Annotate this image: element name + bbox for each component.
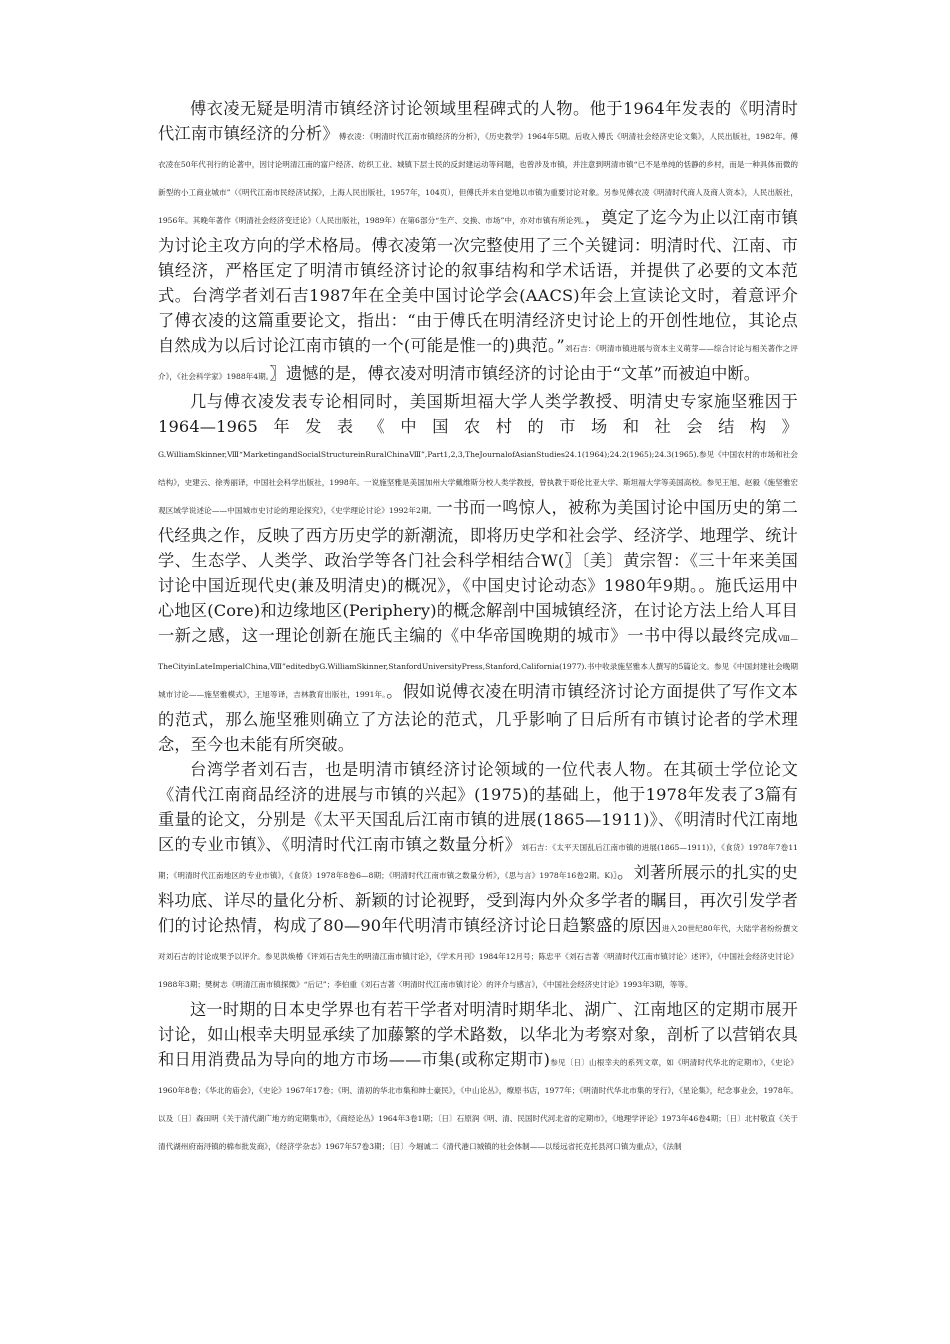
paragraph — [158, 757, 798, 997]
body-text: 几与傅衣凌发表专论相同时，美国斯坦福大学人类学教授、明清史专家施坚雅因于1964—1965年发表《中国农村的市场和社会结构》 — [158, 392, 798, 436]
body-text: 。刘著所展示的扎实的史料功底、详尽的量化分析、新颖的讨论视野，受到海内外众多学者的瞩目，再次引发学者们的讨论热情，构成了80—90年代明清市镇经济讨论日趋繁盛的原因 — [158, 863, 799, 935]
body-text: 。假如说傅衣凌在明清市镇经济讨论方面提供了写作文本的范式，那么施坚雅则确立了方法论的范式，几乎影响了日后所有市镇讨论者的学术理念，至今也未能有所突破。 — [158, 682, 798, 754]
body-text: 一书而一鸣惊人，被称为美国讨论中国历史的第二代经典之作，反映了西方历史学的新潮流，即将历史学和社会学、经济学、地理学、统计学、生态学、人类学、政治学等各门社会科学相结合W(〗〔美〕黄宗智：《三十年来美国讨论中国近现代史(兼及明清史)的概况》，《中国史讨论动态》1980年9期。。施氏运用中心地区(Core)和边缘地区(Periphery)的概念解剖中国城镇经济，在讨论方法上给人耳目一新之感，这一理论创新在施氏主编的《中华帝国晚期的城市》一书中得以最终完成 — [158, 498, 798, 645]
inline-footnote: 刘石吉：《太平天国乱后江南市镇的进展(1865—1911)》，《食货》1978年7卷11期；《明清时代江南地区的专业市镇》，《食货》1978年8卷6—8期；《明清时代江南市镇之数量分析》，《思与言》1978年16卷2期。K)〗 — [158, 843, 798, 880]
body-text: ，奠定了迄今为止以江南市镇为讨论主攻方向的学术格局。傅衣凌第一次完整使用了三个关键词：明清时代、江南、市镇经济，严格匡定了明清市镇经济讨论的叙事结构和学术话语，并提供了必要的文本范式。台湾学者刘石吉1987年在全美中国讨论学会(AACS)年会上宣读论文时，着意评介了傅衣凌的这篇重要论文，指出：“由于傅氏在明清经济史讨论上的开创性地位，其论点自然成为以后讨论江南市镇的一个(可能是惟一的)典范。” — [158, 208, 798, 355]
inline-footnote: G.WilliamSkinner,Ⅷ“MarketingandSocialStructureinRuralChinaⅧ”,Part1,2,3,TheJournalofAsianStudies24.1(1964);24.2(1965);24.3(1965).参见《中国农村的市场和社会结构》，史建云、徐秀丽译，中国社会科学出版社，1998年。一说施坚雅是美国加州大学戴维斯分校人类学教授，曾执教于哥伦比亚大学、斯坦福大学等美国高校。参见王旭、赵毅《施坚雅宏观区域学说述论——中国城市史讨论的理论探究》，《史学理论讨论》1992年2期。 — [158, 450, 798, 515]
inline-footnote: 参见〔日〕山根幸夫的系列文章，如《明清时代华北的定期市》，《史论》1960年8卷；《华北的庙会》，《史论》1967年17卷；《明、清初的华北市集和绅士豪民》，《中山论丛》，燎原书店，1977年；《明清时代华北市集的牙行》，《星论集》，纪念事业会，1978年。以及〔日〕森田明《关于清代湖广地方的定期集市》，《商经论丛》1964年3卷1期；〔日〕石原润《明、清、民国时代河北省的定期市》，《地理学评论》1973年46卷4期；〔日〕北村敬直《关于清代湖州府南浔镇的棉布批发商》，《经济学杂志》1967年57卷3期；〔日〕今堀诚二《清代港口城镇的社会体制——以绥远省托克托县河口镇为重点》，《法制 — [158, 1058, 798, 1151]
document-body — [158, 96, 798, 1159]
paragraph — [158, 997, 798, 1159]
inline-footnote: 刘石吉：《明清市镇进展与资本主义萌芽——综合讨论与相关著作之评介》，《社会科学家》1988年4期。 — [158, 344, 798, 381]
inline-footnote: Ⅷ—TheCityinLateImperialChina,Ⅷ”editedbyG.WilliamSkinner,StanfordUniversityPress,Stanford,California(1977).书中收录施坚雅本人撰写的5篇论文。参见《中国封建社会晚期城市讨论——施坚雅模式》，王旭等译，吉林教育出版社，1991年。 — [158, 634, 798, 699]
inline-footnote: 傅衣凌：《明清时代江南市镇经济的分析》，《历史教学》1964年5期。后收入傅氏《明清社会经济史论文集》，人民出版社，1982年。傅衣凌在50年代刊行的论著中，因讨论明清江南的富户经济、纺织工业、城镇下层士民的反封建运动等问题，也曾涉及市镇，并注意到明清市镇“已不是单纯的恬静的乡村，而是一种具体而微的新型的小工商业城市”（《明代江南市民经济试探》，上海人民出版社，1957年，104页），但傅氏并未自觉地以市镇为重要讨论对象。另参见傅衣凌《明清时代商人及商人资本》，人民出版社，1956年。其晚年著作《明清社会经济变迁论》（人民出版社，1989年）在第6部分“生产、交换、市场”中，亦对市镇有所论列。 — [158, 132, 798, 225]
body-text: 傅衣凌无疑是明清市镇经济讨论领域里程碑式的人物。他于1964年发表的《明清时代江南市镇经济的分析》 — [158, 99, 798, 143]
body-text: 〗遗憾的是，傅衣凌对明清市镇经济的讨论由于“文革”而被迫中断。 — [269, 364, 761, 383]
inline-footnote: 进入20世纪80年代，大陆学者纷纷撰文对刘石吉的讨论成果予以评介。参见洪焕椿《评刘石吉先生的明清江南市镇讨论》，《学术月刊》1984年12月号；陈忠平《刘石吉著〈明清时代江南市镇讨论〉述评》，《中国社会经济史讨论》1988年3期；樊树志《明清江南市镇探微》“后记”；李伯重《刘石吉著〈明清时代江南市镇讨论〉的评介与感言》，《中国社会经济史讨论》1993年3期，等等。 — [158, 924, 798, 989]
body-text: 这一时期的日本史学界也有若干学者对明清时期华北、湖广、江南地区的定期市展开讨论，如山根幸夫明显承续了加藤繁的学术路数，以华北为考察对象，剖析了以营销农具和日用消费品为导向的地方市场——市集(或称定期市) — [158, 1000, 798, 1069]
paragraph — [158, 96, 798, 389]
body-text: 台湾学者刘石吉，也是明清市镇经济讨论领域的一位代表人物。在其硕士学位论文《清代江南商品经济的进展与市镇的兴起》(1975)的基础上，他于1978年发表了3篇有重量的论文，分别是《太平天国乱后江南市镇的进展(1865—1911)》、《明清时代江南地区的专业市镇》、《明清时代江南市镇之数量分析》 — [158, 760, 798, 854]
paragraph — [158, 389, 798, 757]
